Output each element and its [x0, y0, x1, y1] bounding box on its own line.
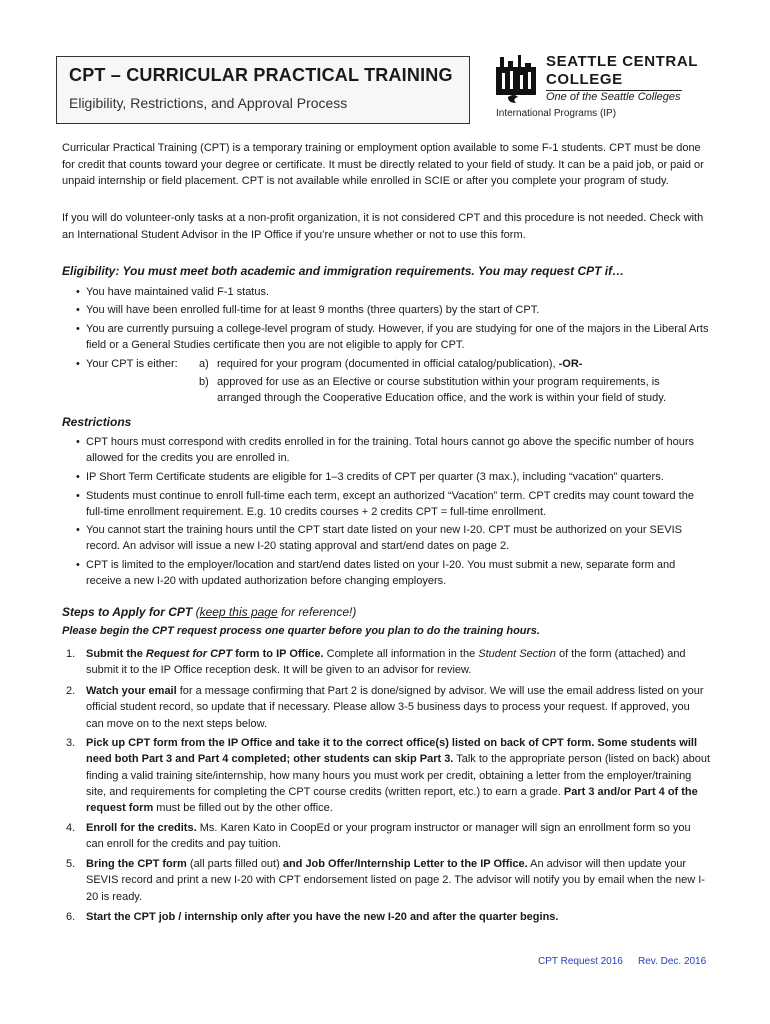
restriction-item: • Students must continue to enroll full-time each term, except an authorized “Vacation” term. CPT credits may count toward the full-time enrollment requirement. E.g. 10 credits courses + 2 credits CPT = full-time enrollment. — [76, 490, 694, 518]
logo-tagline: One of the Seattle Colleges — [546, 91, 681, 103]
page-title: CPT – CURRICULAR PRACTICAL TRAINING — [69, 65, 453, 85]
bullet-icon: • — [76, 436, 80, 448]
skyline-logo-icon — [494, 53, 538, 109]
bullet-icon: • — [76, 471, 80, 483]
restriction-item: • IP Short Term Certificate students are eligible for 1–3 credits of CPT per quarter (3 max.), including “vacation” quarters. — [76, 471, 664, 483]
step-item: 3. Pick up CPT form from the IP Office and take it to the correct office(s) listed on back of CPT form. Some students will need both Part 3 and Part 4 completed; other students can skip Part 3. Talk to the appropriate person (listed on back) about finding a valid training site/internship, how many hours you must work per credit, obtaining a letter from the employer/training site, and requirements for completing the CPT course credits (written report, etc.) to earn a grade. Part 3 and/or Part 4 of the request form must be filled out by the other office. — [66, 737, 710, 815]
restriction-item: • You cannot start the training hours until the CPT start date listed on your new I-20. CPT must be authorized on your SEVIS record. An advisor will issue a new I-20 stating approval and start/end dates on page 2. — [76, 524, 682, 552]
bullet-icon: • — [76, 358, 80, 370]
bullet-icon: • — [76, 323, 80, 335]
logo-name-line1: SEATTLE CENTRAL — [546, 53, 699, 70]
or-label: -OR- — [558, 358, 583, 370]
bullet-icon: • — [76, 304, 80, 316]
eligibility-item: • You will have been enrolled full-time for at least 9 months (three quarters) by the start of CPT. — [76, 304, 540, 316]
eligibility-heading: Eligibility: You must meet both academic and immigration requirements. You may request CPT if… — [62, 264, 625, 278]
eligibility-item — [76, 356, 196, 372]
step-item: 6. Start the CPT job / internship only after you have the new I-20 and after the quarter begins. — [66, 911, 559, 923]
logo-name-line2: COLLEGE — [546, 71, 623, 88]
intro-paragraph-1: Curricular Practical Training (CPT) is a temporary training or employment option available to some F-1 students. CPT must be done for credit that counts toward your degree or certificate. It must be directly related to your field of study. It can be a paid job, or paid or unpaid internship or field placement. CPT is not available while enrolled in SCIE or after you complete your program of study. — [62, 142, 704, 187]
keep-this-page-link[interactable]: keep this page — [199, 605, 278, 619]
restriction-item: • CPT is limited to the employer/location and start/end dates listed on your I-20. You must submit a new, separate form and receive a new I-20 with updated authorization before changing employers. — [76, 559, 676, 587]
restrictions-heading: Restrictions — [62, 415, 132, 429]
step-item: 5. Bring the CPT form (all parts filled out) and Job Offer/Internship Letter to the IP Office. An advisor will then update your SEVIS record and print a new I-20 with CPT endorsement listed on page 2. The advisor will notify you by email when the new I-20 is ready. — [66, 858, 705, 903]
bullet-icon: • — [76, 286, 80, 298]
steps-heading: Steps to Apply for CPT (keep this page for reference!) — [62, 605, 357, 619]
restriction-item: • CPT hours must correspond with credits enrolled in for the training. Total hours cannot go above the specific number of hours allowed for the credits you are enrolled in. — [76, 436, 694, 464]
bullet-icon: • — [76, 559, 80, 571]
footer-revision: Rev. Dec. 2016 — [638, 956, 707, 967]
option-a: a) required for your program (documented in official catalog/publication), -OR- — [199, 358, 583, 370]
cpt-either-label: Your CPT is either: — [86, 358, 178, 370]
option-b: b) approved for use as an Elective or course substitution within your program requirements, is arranged through the Cooperative Education office, and the work is within your field of study. — [199, 376, 667, 404]
step-item: 4. Enroll for the credits. Ms. Karen Kato in CoopEd or your program instructor or manager will sign an enrollment form so you can enroll for the credits and pay tuition. — [66, 822, 691, 851]
eligibility-item: • You have maintained valid F-1 status. — [76, 286, 270, 298]
title-box — [56, 56, 470, 124]
bullet-icon: • — [76, 524, 80, 536]
intro-paragraph-2: If you will do volunteer-only tasks at a non-profit organization, it is not considered CPT and this procedure is not needed. Check with an International Student Advisor in the IP Office if you’re unsure whether or not to use this form. — [62, 212, 704, 241]
eligibility-item: • You are currently pursuing a college-level program of study. However, if you are studying for one of the majors in the Liberal Arts field or a General Studies certificate then you are not eligible to apply for CPT. — [76, 323, 709, 351]
step-item: 2. Watch your email for a message confirming that Part 2 is done/signed by advisor. We will use the email address listed on your official student record, so update that if necessary. Please allow 3-5 business days to process your request. If approved, you can move on to the next steps below. — [66, 685, 704, 730]
office-label: International Programs (IP) — [496, 108, 617, 119]
bullet-icon: • — [76, 490, 80, 502]
footer-form-name: CPT Request 2016 — [538, 956, 623, 967]
step-item: 1. Submit the Request for CPT form to IP Office. Complete all information in the Student Section of the form (attached) and submit it to the IP Office reception desk. It will be given to an advisor for review. — [66, 648, 686, 677]
page-subtitle: Eligibility, Restrictions, and Approval Process — [69, 95, 348, 111]
steps-subheading: Please begin the CPT request process one quarter before you plan to do the training hours. — [62, 625, 540, 637]
